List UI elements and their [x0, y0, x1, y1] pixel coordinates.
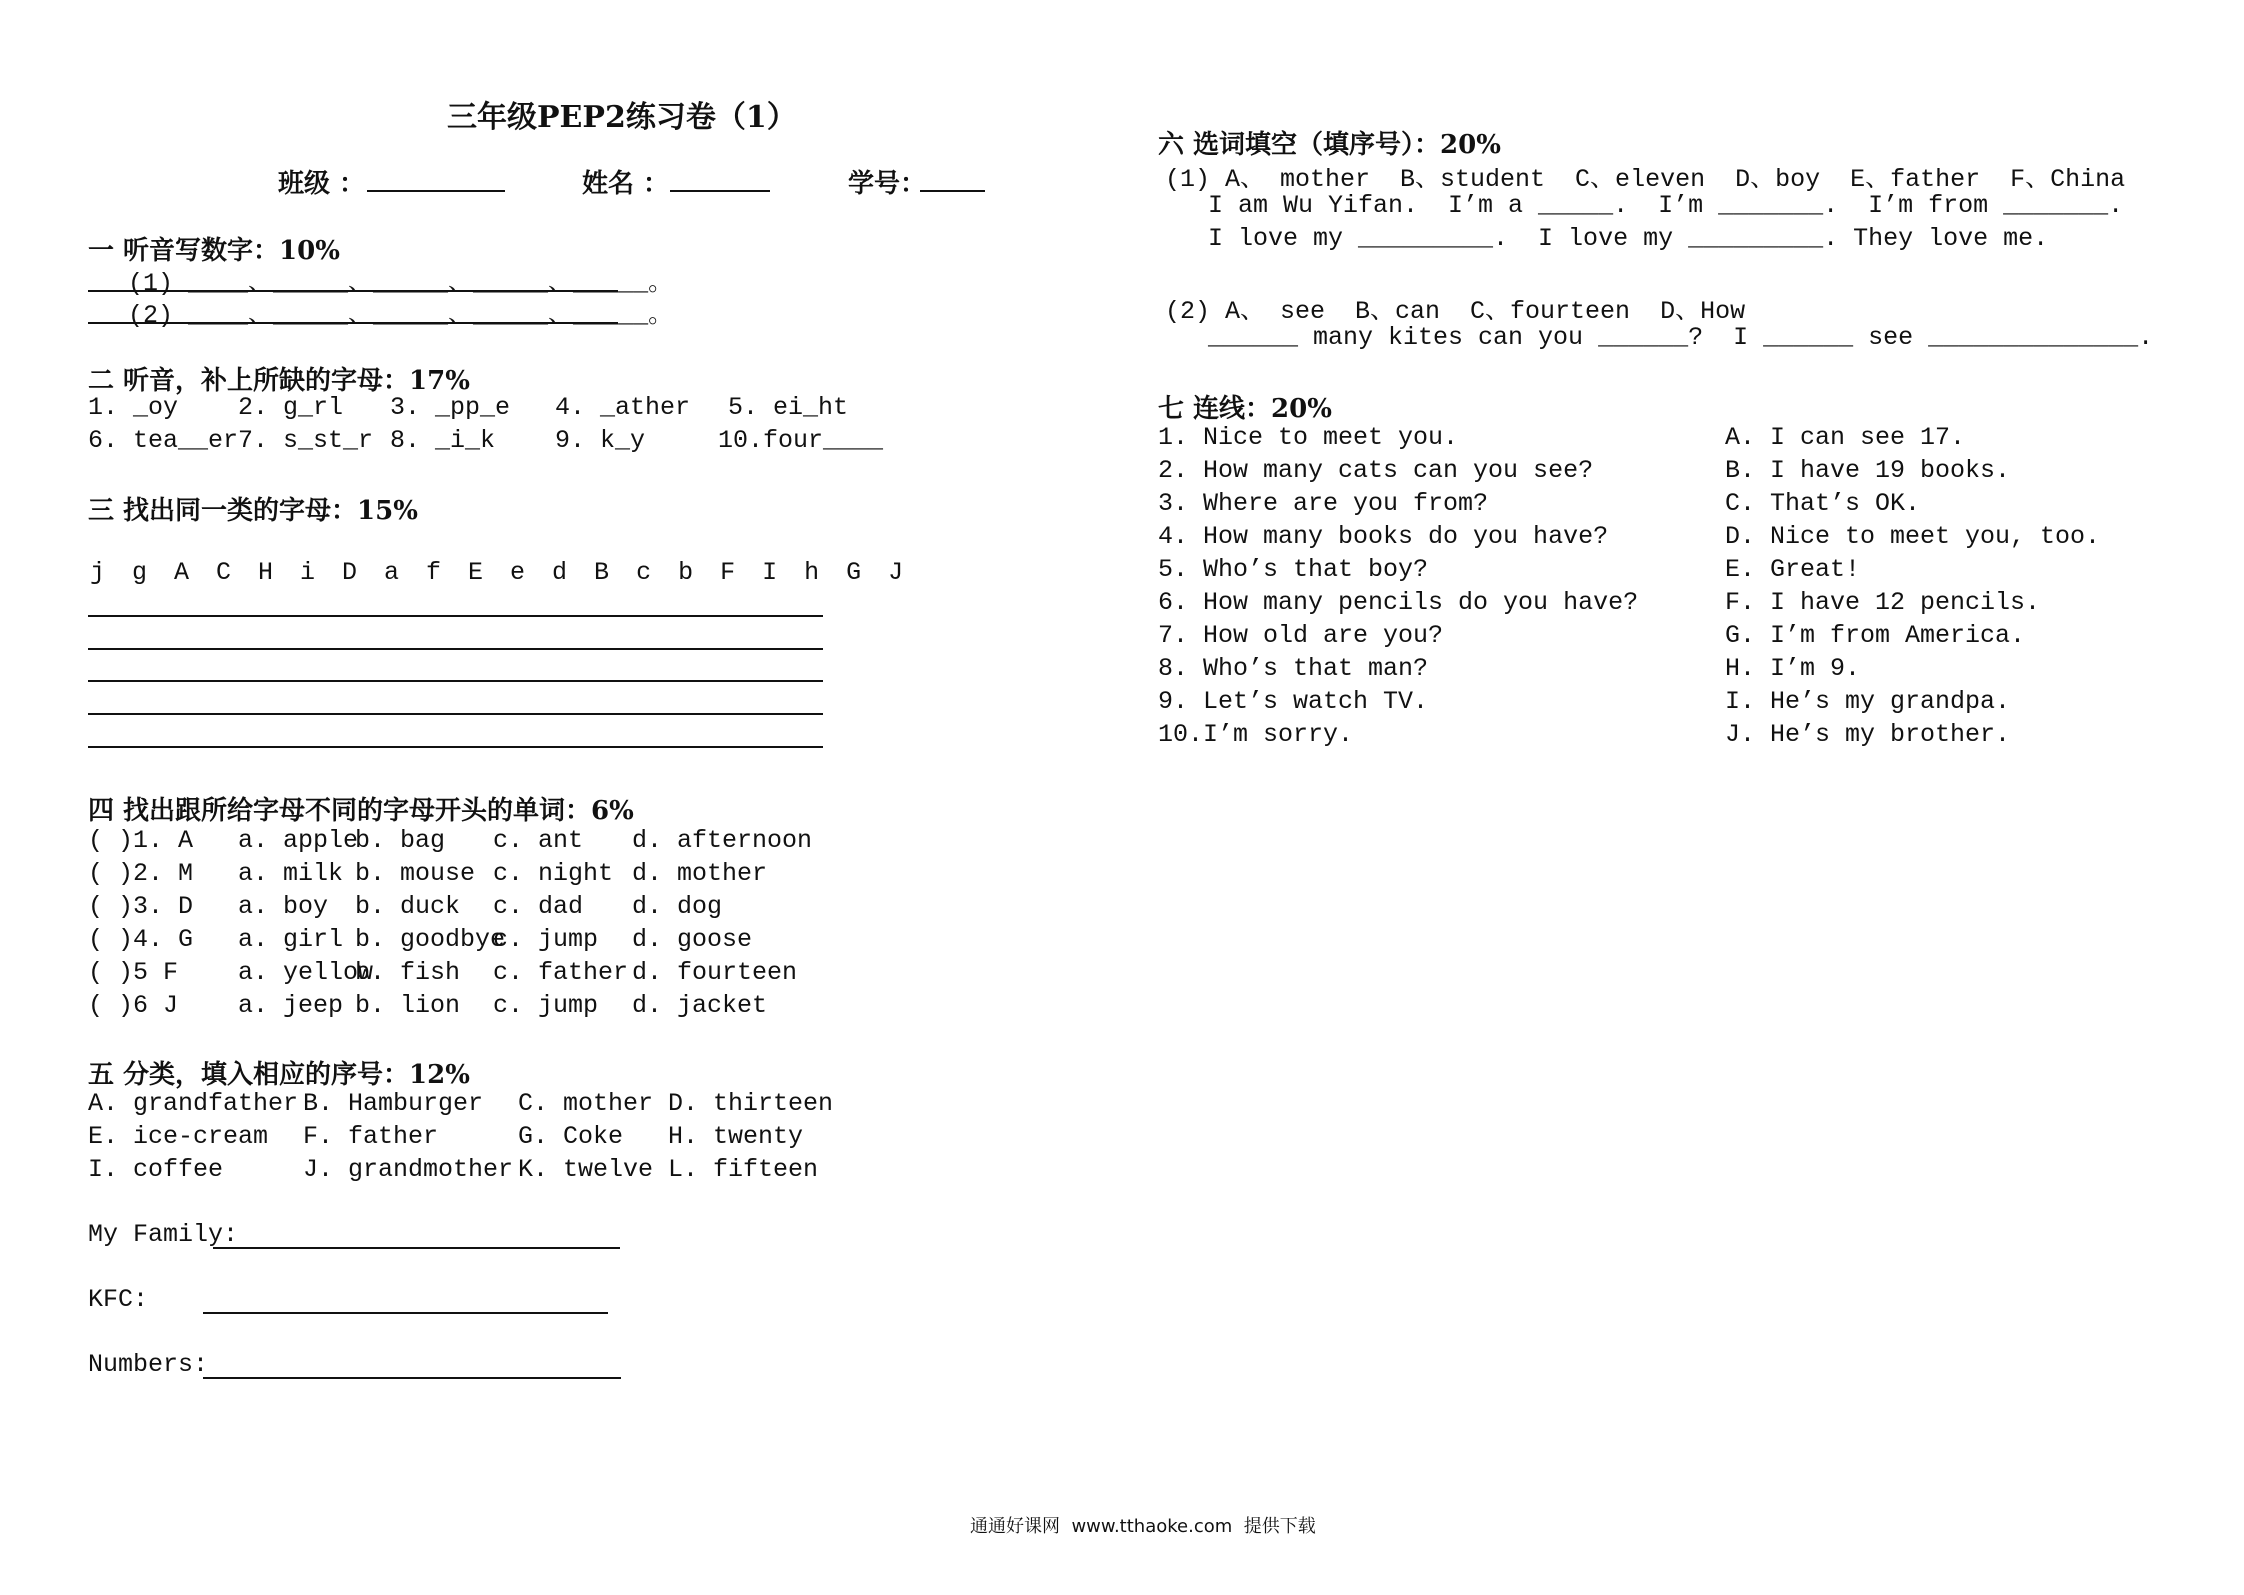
class-label: 班级 ： — [278, 169, 366, 199]
kfc-label: KFC: — [88, 1285, 149, 1314]
id-field[interactable] — [920, 190, 985, 192]
s5-item: L. fifteen — [668, 1155, 819, 1184]
s2-item-3: 3. _pp_e — [390, 393, 511, 422]
s4-row-5-option-a: a. yellow — [238, 958, 374, 987]
numbers-label: Numbers: — [88, 1350, 209, 1379]
s5-item: G. Coke — [518, 1122, 624, 1151]
s7-question[interactable]: 6. How many pencils do you have? — [1158, 588, 1639, 617]
s3-answer-line-1[interactable] — [88, 615, 823, 617]
s2-item-9: 9. k_y — [555, 426, 646, 455]
s4-row-5-option-c: c. father — [493, 958, 629, 987]
s4-row-5-option-b: b. fish — [355, 958, 461, 987]
s2-item-8: 8. _i_k — [390, 426, 496, 455]
s7-answer[interactable]: A. I can see 17. — [1725, 423, 1966, 452]
s3-answer-line-3[interactable] — [88, 680, 823, 682]
section-6-heading: 六 选词填空（填序号）：20% — [1158, 130, 1501, 160]
s5-item: C. mother — [518, 1089, 654, 1118]
s3-letters: j g A C H i D a f E e d B c b F I h G J — [90, 558, 908, 587]
s4-row-1-option-b: b. bag — [355, 826, 446, 855]
s4-row-6-option-d: d. jacket — [632, 991, 768, 1020]
s7-answer[interactable]: B. I have 19 books. — [1725, 456, 2011, 485]
page-title: 三年级PEP2练习卷（1） — [447, 100, 797, 135]
s4-row-1-option-d: d. afternoon — [632, 826, 813, 855]
s7-answer[interactable]: D. Nice to meet you, too. — [1725, 522, 2101, 551]
my-family-label: My Family: — [88, 1220, 239, 1249]
s5-item: H. twenty — [668, 1122, 804, 1151]
section-5-heading: 五 分类，填入相应的序号：12% — [88, 1060, 470, 1090]
s5-item: K. twelve — [518, 1155, 654, 1184]
numbers-field[interactable] — [203, 1377, 621, 1379]
s2-item-7: 7. s_st_r — [238, 426, 374, 455]
s4-row-3-option-c: c. dad — [493, 892, 584, 921]
s7-answer[interactable]: E. Great! — [1725, 555, 1861, 584]
s5-item: E. ice-cream — [88, 1122, 269, 1151]
s4-row-2-option-c: c. night — [493, 859, 614, 888]
footer-credit: 通通好课网 www.tthaoke.com 提供下载 — [970, 1516, 1316, 1537]
s7-question[interactable]: 8. Who’s that man? — [1158, 654, 1429, 683]
s2-item-4: 4. _ather — [555, 393, 691, 422]
s1-row-1[interactable]: (1) ____、_____、_____、_____、_____。 — [128, 269, 674, 298]
s1-row-2-underline — [88, 322, 618, 324]
s5-item: I. coffee — [88, 1155, 224, 1184]
s4-row-2-question[interactable]: ( )2. M — [88, 859, 194, 888]
section-1-heading: 一 听音写数字：10% — [88, 236, 340, 266]
s7-answer[interactable]: I. He’s my grandpa. — [1725, 687, 2011, 716]
s4-row-2-option-b: b. mouse — [355, 859, 476, 888]
s4-row-4-option-c: c. jump — [493, 925, 599, 954]
s4-row-5-question[interactable]: ( )5 F — [88, 958, 179, 987]
s6-p1-options: (1) A、 mother B、student C、eleven D、boy E、father F、China — [1165, 165, 2126, 194]
s4-row-1-option-c: c. ant — [493, 826, 584, 855]
s7-question[interactable]: 3. Where are you from? — [1158, 489, 1489, 518]
s7-question[interactable]: 7. How old are you? — [1158, 621, 1444, 650]
my-family-field[interactable] — [213, 1247, 620, 1249]
s4-row-3-option-a: a. boy — [238, 892, 329, 921]
s3-answer-line-2[interactable] — [88, 648, 823, 650]
s4-row-3-option-d: d. dog — [632, 892, 723, 921]
s3-answer-line-5[interactable] — [88, 746, 823, 748]
s5-item: B. Hamburger — [303, 1089, 484, 1118]
s4-row-6-option-c: c. jump — [493, 991, 599, 1020]
s4-row-2-option-d: d. mother — [632, 859, 768, 888]
id-label: 学号： — [848, 169, 927, 199]
s3-answer-line-4[interactable] — [88, 713, 823, 715]
s4-row-5-option-d: d. fourteen — [632, 958, 798, 987]
s7-question[interactable]: 2. How many cats can you see? — [1158, 456, 1594, 485]
s5-item: J. grandmother — [303, 1155, 514, 1184]
s7-question[interactable]: 9. Let’s watch TV. — [1158, 687, 1429, 716]
section-3-heading: 三 找出同一类的字母：15% — [88, 496, 418, 526]
s1-row-1-underline — [88, 290, 618, 292]
name-label: 姓名 ： — [582, 169, 670, 199]
class-field[interactable] — [367, 190, 505, 192]
s6-p2-options: (2) A、 see B、can C、fourteen D、How — [1165, 297, 1746, 326]
s7-question[interactable]: 5. Who’s that boy? — [1158, 555, 1429, 584]
section-4-heading: 四 找出跟所给字母不同的字母开头的单词：6% — [88, 796, 634, 826]
s4-row-6-option-a: a. jeep — [238, 991, 344, 1020]
s2-item-2: 2. g_rl — [238, 393, 344, 422]
s7-answer[interactable]: C. That’s OK. — [1725, 489, 1921, 518]
s4-row-3-option-b: b. duck — [355, 892, 461, 921]
section-2-heading: 二 听音，补上所缺的字母：17% — [88, 366, 470, 396]
s4-row-2-option-a: a. milk — [238, 859, 344, 888]
s7-answer[interactable]: H. I’m 9. — [1725, 654, 1861, 683]
s7-question[interactable]: 1. Nice to meet you. — [1158, 423, 1459, 452]
kfc-field[interactable] — [203, 1312, 608, 1314]
s4-row-6-option-b: b. lion — [355, 991, 461, 1020]
s4-row-4-option-b: b. goodbye — [355, 925, 506, 954]
s4-row-1-option-a: a. apple — [238, 826, 359, 855]
s2-item-5: 5. ei_ht — [728, 393, 849, 422]
s4-row-1-question[interactable]: ( )1. A — [88, 826, 194, 855]
s6-p1-line2[interactable]: I love my _________. I love my _________. They love me. — [1208, 224, 2049, 253]
s7-question[interactable]: 4. How many books do you have? — [1158, 522, 1609, 551]
s6-p2-line[interactable]: ______ many kites can you ______? I ______ see ______________. — [1208, 323, 2154, 352]
s4-row-4-question[interactable]: ( )4. G — [88, 925, 194, 954]
s1-row-2[interactable]: (2) ____、_____、_____、_____、_____。 — [128, 301, 674, 330]
s5-item: D. thirteen — [668, 1089, 834, 1118]
name-field[interactable] — [670, 190, 770, 192]
s4-row-3-question[interactable]: ( )3. D — [88, 892, 194, 921]
s7-answer[interactable]: G. I’m from America. — [1725, 621, 2026, 650]
s6-p1-line1[interactable]: I am Wu Yifan. I’m a _____. I’m _______. I’m from _______. — [1208, 191, 2124, 220]
s2-item-6: 6. tea__er — [88, 426, 239, 455]
s7-answer[interactable]: J. He’s my brother. — [1725, 720, 2011, 749]
s4-row-4-option-a: a. girl — [238, 925, 344, 954]
s4-row-4-option-d: d. goose — [632, 925, 753, 954]
s5-item: F. father — [303, 1122, 439, 1151]
s7-answer[interactable]: F. I have 12 pencils. — [1725, 588, 2041, 617]
s5-item: A. grandfather — [88, 1089, 299, 1118]
s2-item-1: 1. _oy — [88, 393, 179, 422]
s4-row-6-question[interactable]: ( )6 J — [88, 991, 179, 1020]
s2-item-10: 10.four____ — [718, 426, 884, 455]
section-7-heading: 七 连线：20% — [1158, 394, 1332, 424]
s7-question[interactable]: 10.I’m sorry. — [1158, 720, 1354, 749]
